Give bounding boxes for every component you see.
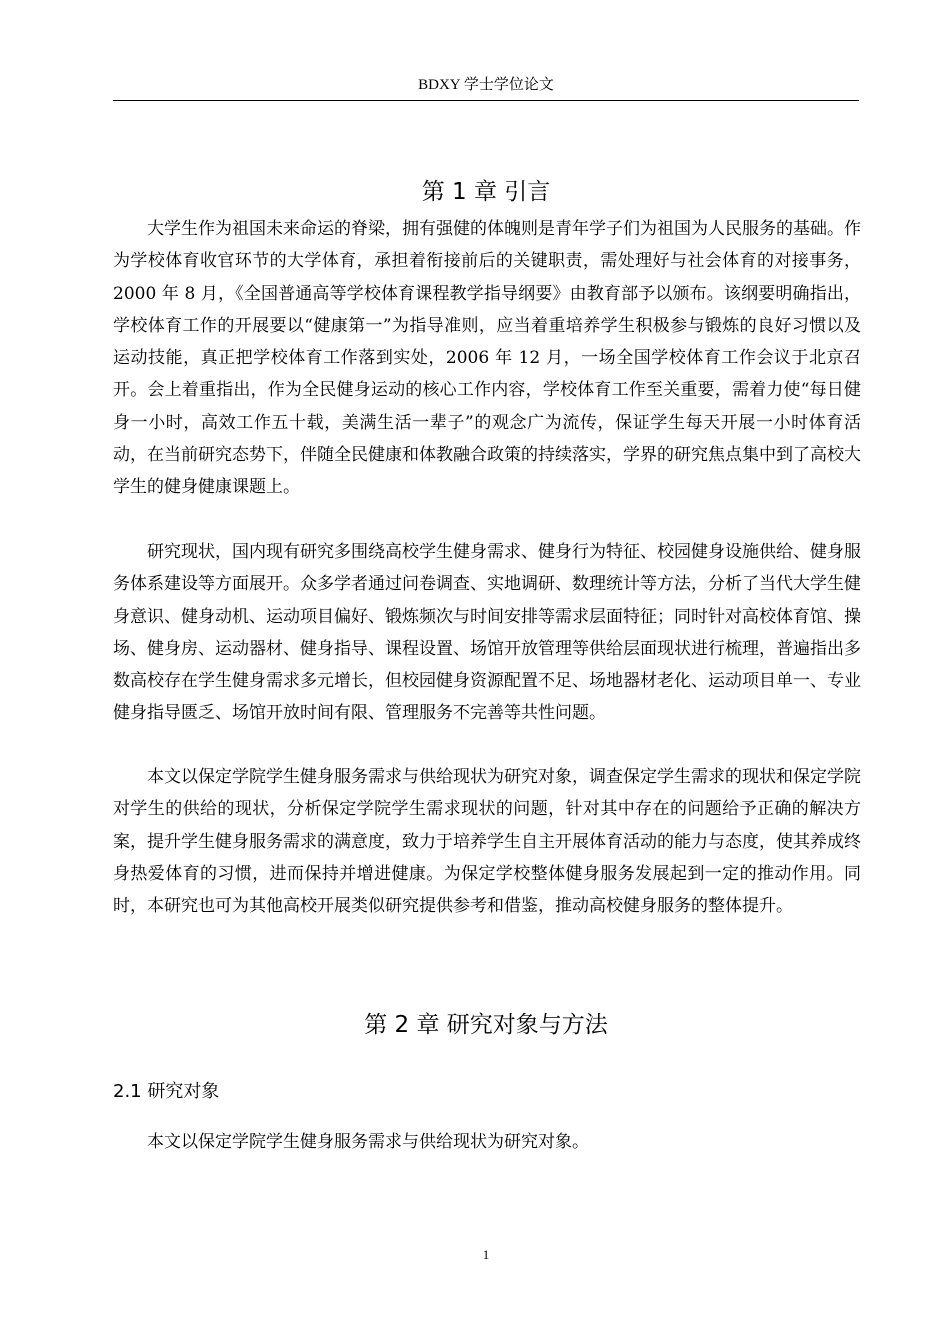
page-number: 1	[482, 1247, 490, 1262]
section-2-1-paragraph: 本文以保定学院学生健身服务需求与供给现状为研究对象。	[147, 1132, 589, 1152]
chapter-1-title: 第 1 章 引言	[421, 179, 551, 205]
chapter-2-title: 第 2 章 研究对象与方法	[364, 1012, 608, 1038]
header-rule	[113, 100, 859, 101]
chapter-1-paragraph-2: 研究现状，国内现有研究多围绕高校学生健身需求、健身行为特征、校园健身设施供给、健身服务体系建设等方面展开。众多学者通过问卷调查、实地调研、数理统计等方法，分析了当代大学生健身意识、健身动机、运动项目偏好、锻炼频次与时间安排等需求层面特征；同时针对高校体育馆、操场、健身房、运动器材、健身指导、课程设置、场馆开放管理等供给层面现状进行梳理，普遍指出多数高校存在学生健身需求多元增长，但校园健身资源配置不足、场地器材老化、运动项目单一、专业健身指导匮乏、场馆开放时间有限、管理服务不完善等共性问题。	[113, 542, 861, 724]
section-2-1-title: 2.1 研究对象	[113, 1081, 220, 1102]
running-header: BDXY 学士学位论文	[418, 77, 554, 93]
chapter-1-paragraph-1: 大学生作为祖国未来命运的脊梁，拥有强健的体魄则是青年学子们为祖国为人民服务的基础。作为学校体育收官环节的大学体育，承担着衔接前后的关键职责，需处理好与社会体育的对接事务，2000 年 8 月，《全国普通高等学校体育课程教学指导纲要》由教育部予以颁布。该纲要明确指出，学校体育工作的开展要以“健康第一”为指导准则，应当着重培养学生积极参与锻炼的良好习惯以及运动技能，真正把学校体育工作落到实处，2006 年 12 月，一场全国学校体育工作会议于北京召开。会上着重指出，作为全民健身运动的核心工作内容，学校体育工作至关重要，需着力使“每日健身一小时，高效工作五十载，美满生活一辈子”的观念广为流传，保证学生每天开展一小时体育活动，在当前研究态势下，伴随全民健康和体教融合政策的持续落实，学界的研究焦点集中到了高校大学生的健身健康课题上。	[113, 219, 861, 498]
chapter-1-paragraph-3: 本文以保定学院学生健身服务需求与供给现状为研究对象，调查保定学生需求的现状和保定学院对学生的供给的现状，分析保定学院学生需求现状的问题，针对其中存在的问题给予正确的解决方案，提升学生健身服务需求的满意度，致力于培养学生自主开展体育活动的能力与态度，使其养成终身热爱体育的习惯，进而保持并增进健康。为保定学校整体健身服务发展起到一定的推动作用。同时，本研究也可为其他高校开展类似研究提供参考和借鉴，推动高校健身服务的整体提升。	[113, 767, 861, 917]
